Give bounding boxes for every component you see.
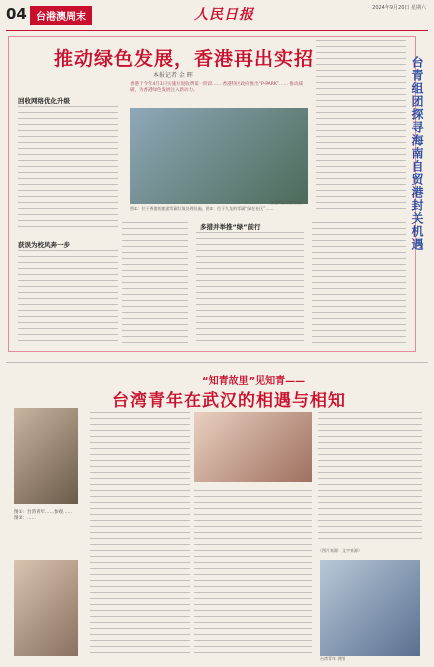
story1-byline: 本报记者 金 晖 — [153, 72, 193, 79]
section-badge: 台港澳周末 — [30, 6, 92, 25]
page-header — [0, 0, 434, 30]
story2-kicker: “知青故里”见知青—— — [202, 376, 306, 387]
story2-footer: （图片来源：文字来源） — [318, 548, 362, 553]
story1-subhead-3: 多措并举推“绿”前行 — [200, 223, 261, 231]
story2-sidebar-caption: 图①：台湾青年……参观……图②：…… — [14, 510, 73, 521]
page-number: 04 — [6, 5, 27, 23]
story2-headline: 台湾青年在武汉的相遇与相知 — [112, 391, 346, 411]
story1-body-col1 — [18, 106, 118, 232]
story1-photo-credit: 香港特区政府供图 — [270, 200, 302, 205]
story1-subhead-2: 获误为校风奔一步 — [18, 241, 70, 249]
section-divider — [6, 362, 428, 363]
story2-body-col2 — [194, 490, 312, 656]
story1-subhead-1: 回收网络优化升级 — [18, 97, 70, 105]
issue-date: 2024年9月20日 星期六 — [372, 5, 426, 11]
story2-body-col1 — [90, 412, 190, 656]
story1-body-col3 — [196, 232, 304, 346]
story1-headline: 推动绿色发展，香港再出实招 — [54, 48, 315, 70]
story1-body-col4 — [312, 222, 406, 346]
story2-photo-3 — [194, 412, 312, 482]
story1-lead: 香港于今年4月1日实施垃圾收费第一阶段…… 香港特区政府推出“P-PARK”…… 推动减碳，为香港绿色发展注入新动力。 — [130, 82, 303, 93]
story2-body-col3 — [318, 412, 422, 542]
header-rule — [6, 30, 428, 31]
story2-photo-4 — [320, 560, 420, 656]
sidebar-story-body — [316, 40, 406, 214]
story2-photo-2 — [14, 560, 78, 656]
story1-body-col1b — [18, 250, 118, 344]
story1-photo — [130, 108, 308, 204]
story2-photo-credit: 台湾青年 供图 — [320, 656, 346, 661]
story1-caption: 图①：位于香港的旅游零碳垃圾处理设施。图②：位于九龙的零碳“绿在社区”…… — [130, 206, 274, 211]
story1-body-col2 — [122, 222, 188, 346]
story2-photo-1 — [14, 408, 78, 504]
sidebar-story-title: 台青组团探寻海南自贸港封关机遇 — [410, 56, 424, 251]
newspaper-logo: 人民日报 — [194, 7, 254, 23]
